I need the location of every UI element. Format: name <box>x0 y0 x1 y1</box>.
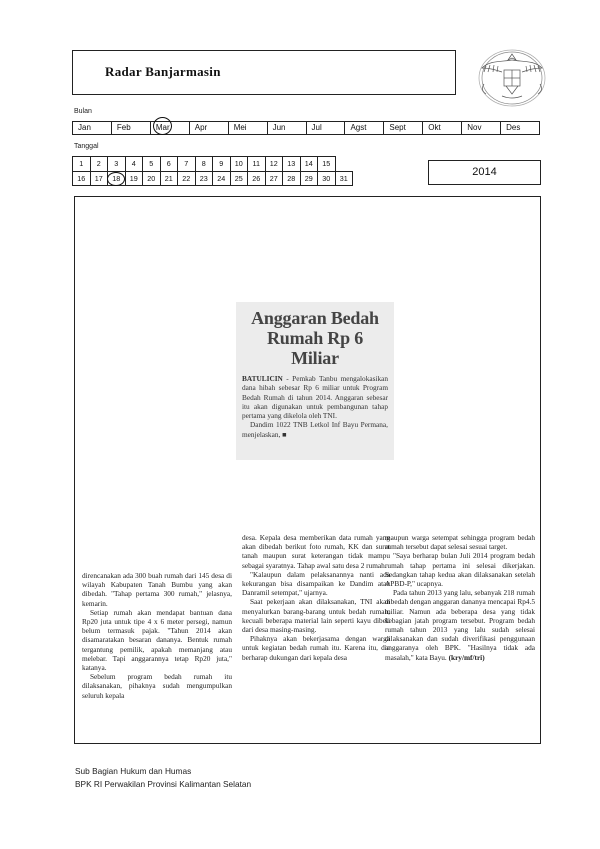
footer-line-2: BPK RI Perwakilan Provinsi Kalimantan Selatan <box>75 779 252 789</box>
month-cell <box>151 122 190 134</box>
date-cell <box>143 157 161 172</box>
month-cell <box>229 122 268 134</box>
lead-text: - Pemkab Tanbu mengalokasikan dana hibah sebesar Rp 6 miliar untuk Program Bedah Rumah di tahun 2014. Anggaran sebesar itu akan digunakan untuk pembangunan tahap pertama yang dikelola oleh TNI. <box>242 374 388 421</box>
month-label-text: Nov <box>467 123 482 132</box>
date-cell <box>73 157 91 172</box>
date-cell <box>108 157 126 172</box>
date-number: 26 <box>252 173 261 183</box>
paragraph: maupun warga setempat sehingga program bedah rumah tersebut dapat selesai sesuai target. <box>385 533 535 552</box>
date-cell <box>265 157 283 172</box>
date-cell <box>90 171 108 186</box>
month-label: Bulan <box>74 108 92 115</box>
date-cell <box>300 171 318 186</box>
date-row-2 <box>73 171 353 186</box>
month-cell <box>462 122 501 134</box>
publication-name: Radar Banjarmasin <box>105 64 221 79</box>
month-cell <box>268 122 307 134</box>
date-cell <box>195 171 213 186</box>
date-number: 19 <box>129 173 138 183</box>
date-number: 17 <box>94 173 103 183</box>
date-label: Tanggal <box>74 143 99 150</box>
date-number: 29 <box>304 173 313 183</box>
date-number: 3 <box>114 159 119 169</box>
lead-paragraph <box>242 374 388 420</box>
date-cell <box>143 171 161 186</box>
month-cell <box>423 122 462 134</box>
date-cell <box>300 157 318 172</box>
date-cell <box>248 171 266 186</box>
date-number: 9 <box>219 159 224 169</box>
date-number: 31 <box>339 173 348 183</box>
date-number: 18 <box>112 173 121 183</box>
month-row <box>72 121 540 135</box>
month-label-text: Des <box>506 123 521 132</box>
footer-line-1: Sub Bagian Hukum dan Humas <box>75 766 192 776</box>
year-box: 2014 <box>428 160 541 185</box>
date-number: 12 <box>269 159 278 169</box>
date-cell <box>90 157 108 172</box>
date-cell <box>335 171 353 186</box>
month-label-text: Sept <box>389 123 406 132</box>
date-cell <box>178 171 196 186</box>
month-label-text: Jun <box>272 123 286 132</box>
date-cell <box>178 157 196 172</box>
date-number: 13 <box>287 159 296 169</box>
date-cell <box>213 157 231 172</box>
paragraph <box>385 588 535 662</box>
date-number: 7 <box>184 159 189 169</box>
month-cell <box>73 122 112 134</box>
date-number: 8 <box>201 159 206 169</box>
date-cell <box>318 171 336 186</box>
date-cell <box>283 157 301 172</box>
date-number: 30 <box>322 173 331 183</box>
headline-line-1: Anggaran Bedah <box>251 308 379 328</box>
paragraph: Saat pekerjaan akan dilaksanakan, TNI akan menyalurkan barang-barang untuk bedah rumah, kecuali beberapa material lain seperti kayu dibeli dari desa masing-masing. <box>242 597 390 635</box>
paragraph: "Saya berharap bulan Juli 2014 program bedah rumah tahap pertama ini selesai dikerjakan. Sedangkan tahap kedua akan dilaksanakan setelah APBD-P," ucapnya. <box>385 551 535 589</box>
date-cell <box>213 171 231 186</box>
article-column-3 <box>385 533 535 662</box>
date-cell <box>283 171 301 186</box>
date-number: 16 <box>77 173 86 183</box>
date-number: 11 <box>252 159 260 169</box>
month-cell <box>384 122 423 134</box>
date-row-1 <box>73 157 353 172</box>
headline-line-2: Rumah Rp 6 Miliar <box>266 328 364 368</box>
article-column-2 <box>242 533 390 662</box>
paragraph: Sebelum program bedah rumah itu dilaksanakan, pihaknya sudah mengumpulkan seluruh kepala <box>82 672 232 700</box>
month-label-text: Mei <box>233 123 247 132</box>
date-number: 15 <box>322 159 331 169</box>
date-number: 14 <box>304 159 313 169</box>
empty-cell <box>335 157 353 172</box>
month-label-text: Agst <box>350 123 367 132</box>
date-cell <box>125 171 143 186</box>
date-cell <box>108 171 126 186</box>
date-cell <box>195 157 213 172</box>
date-cell <box>265 171 283 186</box>
date-number: 23 <box>199 173 208 183</box>
month-cell <box>190 122 229 134</box>
date-cell <box>73 171 91 186</box>
month-label-text: Jan <box>78 123 91 132</box>
date-number: 2 <box>96 159 101 169</box>
month-cell <box>501 122 539 134</box>
date-number: 20 <box>147 173 156 183</box>
month-cell <box>345 122 384 134</box>
month-cell <box>112 122 151 134</box>
month-label-text: Mar <box>155 123 170 132</box>
date-cell <box>160 171 178 186</box>
month-label-text: Apr <box>194 123 208 132</box>
date-number: 25 <box>234 173 243 183</box>
date-number: 27 <box>269 173 278 183</box>
date-number: 5 <box>149 159 154 169</box>
paragraph: desa. Kepala desa memberikan data rumah yang akan dibedah berikut foto rumah, KK dan surat tanah maupun surat keterangan tidak mampu sebagai syaratnya. Tahap awal satu desa 2 rumah. <box>242 533 390 570</box>
date-number: 4 <box>131 159 136 169</box>
date-number: 1 <box>79 159 84 169</box>
article-lead <box>236 302 394 460</box>
paragraph: Setiap rumah akan mendapat bantuan dana Rp20 juta untuk tipe 4 x 6 meter persegi, namun belum termasuk pajak. "Tahun 2014 akan disamaratakan besaran dananya. Bentuk rumah tergantung pemilik, apakah memanjang atau melebar. Tapi anggarannya tetap Rp20 juta," katanya. <box>82 607 232 673</box>
publication-box <box>72 50 456 95</box>
date-cell <box>160 157 178 172</box>
month-label-text: Okt <box>428 123 441 132</box>
paragraph: Pihaknya akan bekerjasama dengan warga untuk kegiatan bedah rumah itu. Karena itu, dia berharap dukungan dari kepala desa <box>242 634 390 662</box>
month-cell <box>307 122 346 134</box>
date-number: 21 <box>164 173 173 183</box>
date-number: 28 <box>287 173 296 183</box>
article-column-1 <box>82 571 232 700</box>
date-cell <box>318 157 336 172</box>
date-number: 24 <box>217 173 226 183</box>
lead-paragraph-2: Dandim 1022 TNB Letkol Inf Bayu Permana, menjelaskan, ■ <box>242 420 388 439</box>
paragraph-text: Pada tahun 2013 yang lalu, sebanyak 218 rumah dibedah dengan anggaran dananya mencapai Rp4.5 miliar. Namun ada beberapa desa yang tidak kebagian jatah program tersebut. Program bedah rumah tahun 2013 yang lalu sudah selesai dilaksanakan dan sudah diverifikasi penggunaan anggaranya oleh BPK. "Hasilnya tidak ada masalah," kata Bayu. <box>385 588 535 662</box>
date-grid <box>72 156 353 186</box>
date-number: 10 <box>234 159 243 169</box>
article-headline <box>242 308 388 368</box>
author-tag: (kry/mf/tri) <box>448 652 485 662</box>
date-cell <box>230 157 248 172</box>
dateline: BATULICIN <box>242 374 283 383</box>
date-cell <box>125 157 143 172</box>
month-label-text: Feb <box>116 123 131 132</box>
date-cell <box>248 157 266 172</box>
month-label-text: Jul <box>311 123 322 132</box>
footer <box>75 765 251 791</box>
paragraph: "Kalaupun dalam pelaksanannya nanti ada kekurangan bisa disampaikan ke Dandim atau Danramil setempat," ujarnya. <box>242 569 390 598</box>
garuda-emblem-icon <box>472 44 552 108</box>
paragraph: direncanakan ada 300 buah rumah dari 145 desa di wilayah Kabupaten Tanah Bumbu yang akan dibedah. "Tahap pertama 300 rumah," jelasnya, kemarin. <box>82 571 232 608</box>
date-number: 22 <box>182 173 191 183</box>
date-number: 6 <box>166 159 171 169</box>
date-cell <box>230 171 248 186</box>
